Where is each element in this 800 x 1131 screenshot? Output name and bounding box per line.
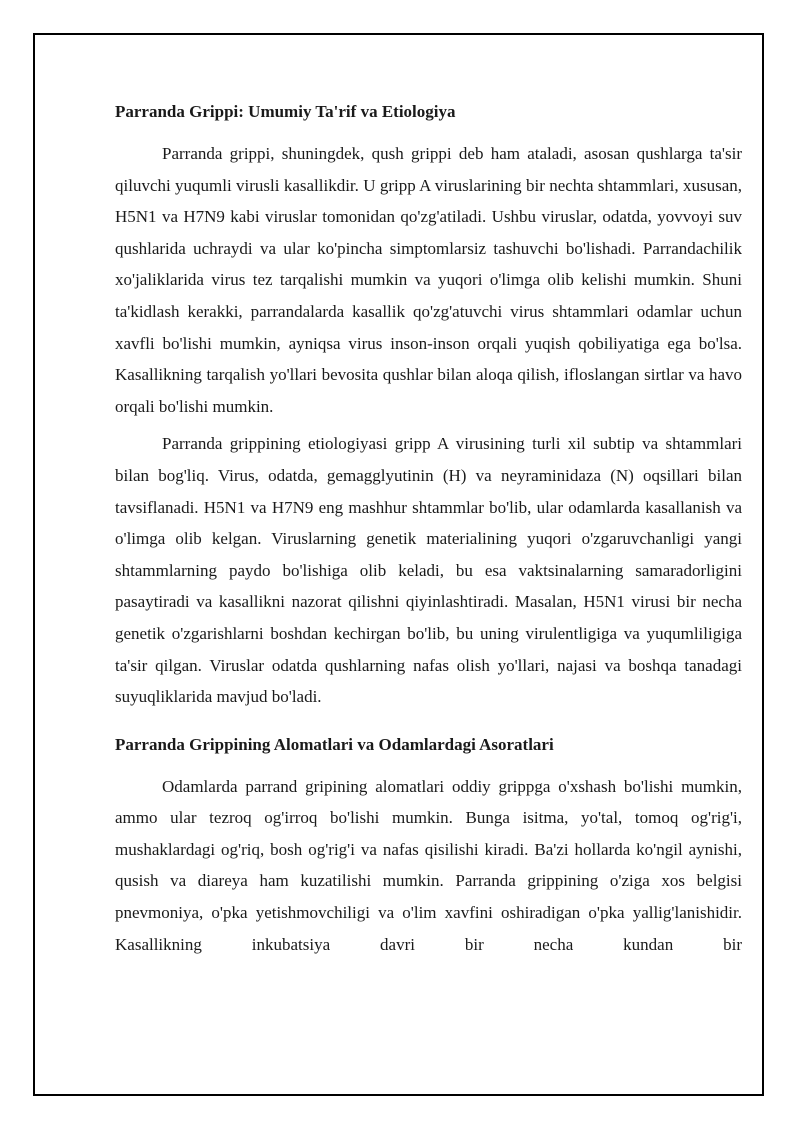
paragraph-symptoms: Odamlarda parrand gripining alomatlari oddiy grippga o'xshash bo'lishi mumkin, ammo ular tezroq og'irroq bo'lishi mumkin. Bunga isitma, yo'tal, tomoq og'rig'i, mushaklardagi og'riq, bosh og'rig'i va nafas qisilishi kiradi. Ba'zi hollarda ko'ngil aynishi, qusish va diareya ham kuzatilishi mumkin. Parranda grippining o'ziga xos belgisi pnevmoniya, o'pka yetishmovchiligi va o'lim xavfini oshiradigan o'pka yallig'lanishidir. Kasallikning inkubatsiya davri bir necha kundan bir xyxy=(115,776,742,954)
section-heading-general: Parranda Grippi: Umumiy Ta'rif va Etiologiya xyxy=(115,102,456,121)
paragraph-general-definition: Parranda grippi, shuningdek, qush grippi deb ham ataladi, asosan qushlarga ta'sir qiluvchi yuqumli virusli kasallikdir. U gripp A viruslarining bir nechta shtammlari, xususan, H5N1 va H7N9 kabi viruslar tomonidan qo'zg'atiladi. Ushbu viruslar, odatda, yovvoyi suv qushlarida uchraydi va ular ko'pincha simptomlarsiz tashuvchi bo'lishadi. Parrandachilik xo'jaliklarida virus tez tarqalishi mumkin va yuqori o'limga olib kelishi mumkin. Shuni ta'kidlash kerakki, parrandalarda kasallik qo'zg'atuvchi virus shtammlari odamlar uchun xavfli bo'lishi mumkin, ayniqsa virus inson-inson orqali yuqish qobiliyatiga ega bo'lsa. Kasallikning tarqalish yo'llari bevosita qushlar bilan aloqa qilish, ifloslangan sirtlar va havo orqali bo'lishi mumkin. xyxy=(115,144,742,416)
section-heading-symptoms: Parranda Grippining Alomatlari va Odamlardagi Asoratlari xyxy=(115,734,554,754)
paragraph-etiology: Parranda grippining etiologiyasi gripp A virusining turli xil subtip va shtammlari bilan bog'liq. Virus, odatda, gemagglyutinin (H) va neyraminidaza (N) oqsillari bilan tavsiflanadi. H5N1 va H7N9 eng mashhur shtammlar bo'lib, ular odamlarda kasallanish va o'limga olib kelgan. Viruslarning genetik materialining yuqori o'zgaruvchanligi yangi shtammlarning paydo bo'lishiga olib keladi, bu esa vaktsinalarning samaradorligini pasaytiradi va kasallikni nazorat qilishni qiyinlashtiradi. Masalan, H5N1 virusi bir necha genetik o'zgarishlarni boshdan kechirgan bo'lib, bu uning virulentligiga va yuqumliligiga ta'sir qilgan. Viruslar odatda qushlarning nafas olish yo'llari, najasi va boshqa tanadagi suyuqliklarida mavjud bo'ladi. xyxy=(115,434,742,707)
document-body xyxy=(115,98,742,966)
